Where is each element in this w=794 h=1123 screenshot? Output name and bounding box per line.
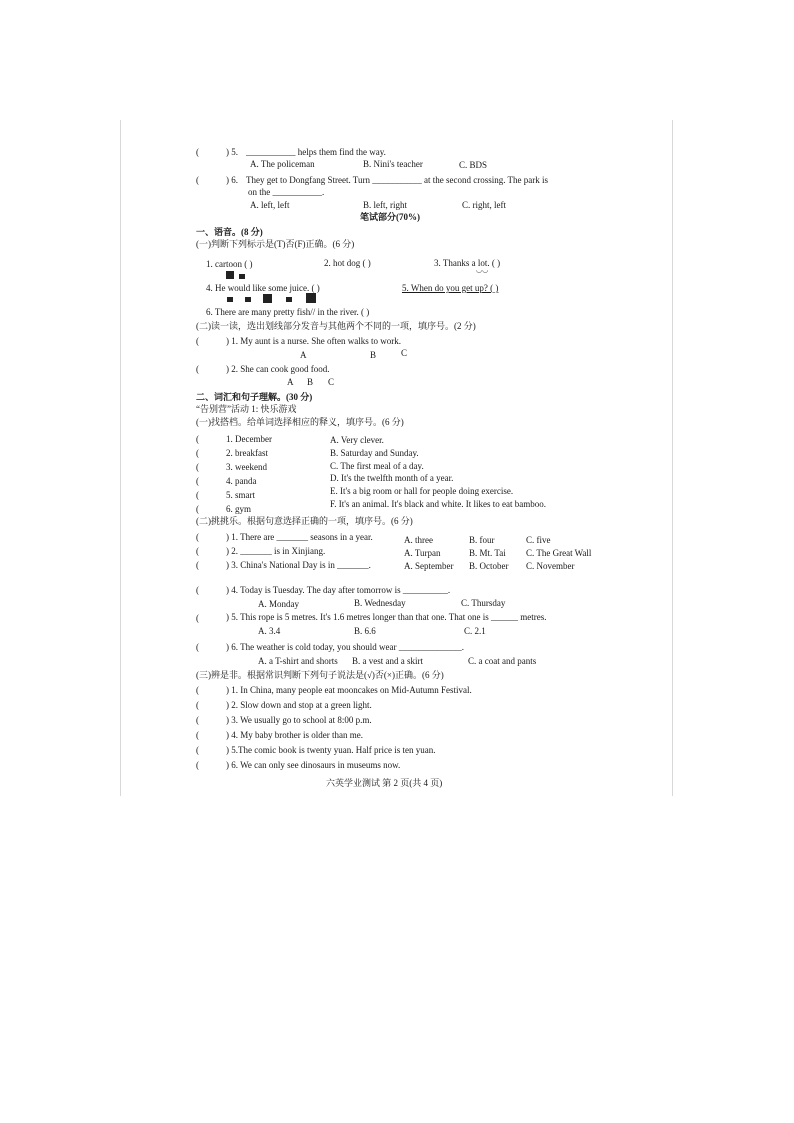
word-item: 3. weekend [226, 462, 267, 472]
definition-item: F. It's an animal. It's black and white. It likes to eat bamboo. [330, 499, 546, 509]
label-b: B [370, 350, 377, 360]
word-item: 6. gym [226, 504, 252, 514]
question-text: ) 1. My aunt is a nurse. She often walks to work. [226, 336, 401, 346]
answer-paren[interactable]: ( [196, 760, 199, 770]
option-b: B. October [469, 561, 509, 571]
label-c: C [328, 377, 335, 387]
option-a: A. 3.4 [258, 626, 281, 636]
answer-paren[interactable]: ( [196, 504, 199, 514]
stress-mark [226, 271, 234, 279]
phonetics-item: 3. Thanks a lot. ( ) [434, 258, 501, 268]
written-part-title: 笔试部分(70%) [360, 212, 420, 222]
answer-paren[interactable]: ( [196, 745, 199, 755]
question-number: ) 5. [226, 147, 238, 157]
liaison-mark: ◡◡ [476, 266, 489, 274]
answer-paren[interactable]: ( [196, 715, 199, 725]
section1-title: 一、语音。(8 分) [196, 227, 263, 237]
phonetics-item: 2. hot dog ( ) [324, 258, 371, 268]
label-a: A [300, 350, 307, 360]
word-item: 5. smart [226, 490, 255, 500]
phonetics-item: 6. There are many pretty fish// in the river. ( ) [206, 307, 370, 317]
section2-part1-title: (一)找搭档。给单词选择相应的释义，填序号。(6 分) [196, 417, 404, 427]
answer-paren[interactable]: ( [196, 613, 199, 623]
answer-paren[interactable]: ( [196, 147, 199, 157]
answer-paren[interactable]: ( [196, 585, 199, 595]
stress-mark [239, 274, 245, 279]
question-stem: ___________ helps them find the way. [246, 147, 386, 157]
answer-paren[interactable]: ( [196, 546, 199, 556]
option-c: C. a coat and pants [468, 656, 537, 666]
statement-item: ) 2. Slow down and stop at a green light. [226, 700, 372, 710]
statement-item: ) 6. We can only see dinosaurs in museums now. [226, 760, 401, 770]
option-a: A. left, left [250, 200, 290, 210]
phonetics-item: 1. cartoon ( ) [206, 259, 253, 269]
page-edge-left [120, 120, 121, 796]
answer-paren[interactable]: ( [196, 532, 199, 542]
definition-item: B. Saturday and Sunday. [330, 448, 419, 458]
section1-part1-title: (一)判断下列标示是(T)否(F)正确。(6 分) [196, 239, 355, 249]
stress-mark [286, 297, 292, 302]
statement-item: ) 4. My baby brother is older than me. [226, 730, 363, 740]
option-a: A. Monday [258, 599, 299, 609]
statement-item: ) 1. In China, many people eat mooncakes on Mid-Autumn Festival. [226, 685, 472, 695]
option-b: B. a vest and a skirt [352, 656, 423, 666]
option-c: C. 2.1 [464, 626, 486, 636]
answer-paren[interactable]: ( [196, 685, 199, 695]
word-item: 4. panda [226, 476, 257, 486]
answer-paren[interactable]: ( [196, 448, 199, 458]
question-number: ) 6. [226, 175, 238, 185]
answer-paren[interactable]: ( [196, 364, 199, 374]
option-b: B. four [469, 535, 495, 545]
page-footer: 六英学业测试 第 2 页(共 4 页) [326, 778, 443, 788]
question-stem: ) 4. Today is Tuesday. The day after tomorrow is __________. [226, 585, 451, 595]
phonetics-item: 4. He would like some juice. ( ) [206, 283, 320, 293]
option-b: B. 6.6 [354, 626, 376, 636]
phonetics-item: 5. When do you get up? ( ) [402, 283, 499, 293]
label-a: A [287, 377, 294, 387]
stress-mark [263, 294, 272, 303]
question-stem: ) 1. There are _______ seasons in a year. [226, 532, 373, 542]
option-b: B. Wednesday [354, 598, 406, 608]
word-item: 1. December [226, 434, 272, 444]
answer-paren[interactable]: ( [196, 462, 199, 472]
answer-paren[interactable]: ( [196, 700, 199, 710]
activity-title: “告别营”活动 1: 快乐游戏 [196, 404, 297, 414]
answer-paren[interactable]: ( [196, 560, 199, 570]
option-b: B. Mt. Tai [469, 548, 506, 558]
definition-item: C. The first meal of a day. [330, 461, 424, 471]
question-text: ) 2. She can cook good food. [226, 364, 330, 374]
definition-item: E. It's a big room or hall for people doing exercise. [330, 486, 514, 496]
option-c: C. The Great Wall [526, 548, 592, 558]
definition-item: D. It's the twelfth month of a year. [330, 473, 454, 483]
statement-item: ) 5.The comic book is twenty yuan. Half price is ten yuan. [226, 745, 436, 755]
answer-paren[interactable]: ( [196, 476, 199, 486]
section2-part3-title: (三)辨是非。根据常识判断下列句子说法是(√)否(×)正确。(6 分) [196, 670, 444, 680]
question-stem: ) 2. _______ is in Xinjiang. [226, 546, 326, 556]
answer-paren[interactable]: ( [196, 175, 199, 185]
question-stem-line1: They get to Dongfang Street. Turn ___________ at the second crossing. The park is [246, 175, 549, 185]
option-a: A. The policeman [250, 159, 315, 169]
page-edge-right [672, 120, 673, 796]
option-c: C. Thursday [461, 598, 506, 608]
answer-paren[interactable]: ( [196, 642, 199, 652]
option-a: A. September [404, 561, 454, 571]
answer-paren[interactable]: ( [196, 490, 199, 500]
option-c: C. November [526, 561, 575, 571]
answer-paren[interactable]: ( [196, 336, 199, 346]
question-stem: ) 5. This rope is 5 metres. It's 1.6 metres longer than that one. That one is ______ metres. [226, 612, 547, 622]
word-item: 2. breakfast [226, 448, 268, 458]
answer-paren[interactable]: ( [196, 730, 199, 740]
label-b: B [307, 377, 314, 387]
statement-item: ) 3. We usually go to school at 8:00 p.m. [226, 715, 372, 725]
option-b: B. Nini's teacher [363, 159, 423, 169]
answer-paren[interactable]: ( [196, 434, 199, 444]
stress-mark [227, 297, 233, 302]
option-a: A. a T-shirt and shorts [258, 656, 338, 666]
question-stem: ) 6. The weather is cold today, you should wear ______________. [226, 642, 464, 652]
option-c: C. BDS [459, 160, 488, 170]
section2-part2-title: (二)挑挑乐。根据句意选择正确的一项，填序号。(6 分) [196, 516, 413, 526]
definition-item: A. Very clever. [330, 435, 384, 445]
question-stem: ) 3. China's National Day is in _______. [226, 560, 371, 570]
stress-mark [245, 297, 251, 302]
section1-part2-title: (二)读一读，选出划线部分发音与其他两个不同的一项，填序号。(2 分) [196, 321, 476, 331]
option-c: C. right, left [462, 200, 506, 210]
label-c: C [401, 348, 408, 358]
option-b: B. left, right [363, 200, 407, 210]
option-a: A. three [404, 535, 433, 545]
option-a: A. Turpan [404, 548, 441, 558]
stress-mark [306, 293, 316, 303]
option-c: C. five [526, 535, 551, 545]
section2-title: 二、词汇和句子理解。(30 分) [196, 392, 313, 402]
question-stem-line2: on the ___________. [248, 187, 325, 197]
